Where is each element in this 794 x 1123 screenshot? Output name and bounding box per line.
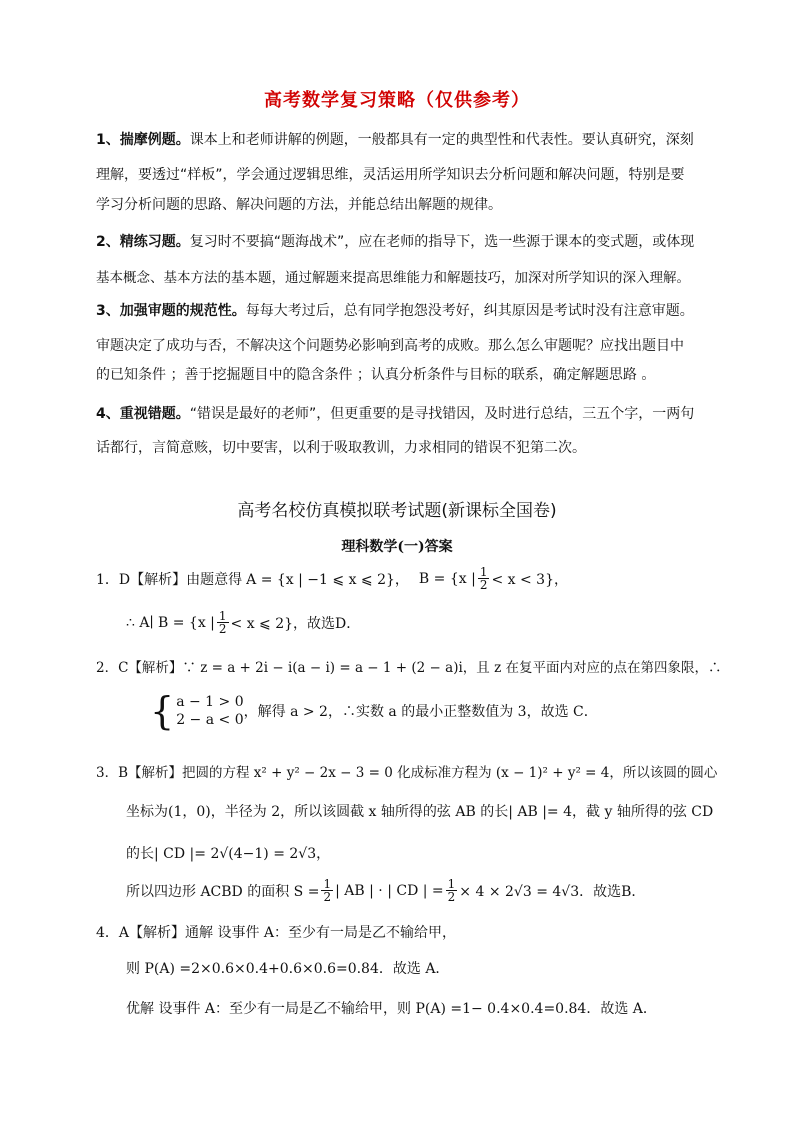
strategy-2-text: 复习时不要搞“题海战术”，应在老师的指导下，选一些源于课本的变式题，或体现 — [189, 234, 695, 250]
strategy-2-heading: 2、精练习题。 — [96, 234, 190, 250]
system-brace: { — [150, 689, 175, 733]
answer-3-area-pre: 所以四边形 ACBD 的面积 S = — [126, 883, 320, 900]
answer-3-line-3: 的长| CD |= 2√(4−1) = 2√3， — [126, 846, 331, 862]
page-title: 高考数学复习策略（仅供参考） — [264, 90, 530, 111]
answer-1-head: 1．D【解析】由题意得 — [96, 571, 243, 588]
fraction-denominator: 2 — [218, 622, 227, 636]
answer-2-system — [176, 693, 243, 729]
answer-2-line-2 — [150, 689, 598, 733]
strategy-4-text: “错误是最好的老师”，但更重要的是寻找错因，及时进行总结，三五个字，一两句 — [189, 406, 695, 422]
answer-3-area-mid: | AB | · | CD | = — [335, 882, 444, 899]
answer-1-result-post: < x ⩽ 2}，故选D． — [230, 615, 361, 632]
fraction-numerator: 1 — [323, 877, 332, 891]
answer-1-result-fraction — [217, 610, 229, 635]
fraction-denominator: 2 — [479, 578, 488, 592]
strategy-3-line-1 — [96, 300, 694, 320]
strategy-3-text: 每每大考过后，总有同学抱怨没考好，纠其原因是考试时没有注意审题。 — [245, 303, 694, 319]
strategy-4-line-1 — [96, 403, 694, 423]
strategy-2-line-1 — [96, 231, 694, 251]
answer-2-conclusion: ，解得 a > 2，∴实数 a 的最小正整数值为 3，故选 C． — [243, 704, 598, 720]
fraction-numerator: 1 — [218, 609, 227, 623]
answer-1-set-b-pre: B = {x | — [418, 570, 476, 587]
answer-3-area-post: × 4 × 2√3 = 4√3．故选B． — [459, 883, 646, 900]
strategy-4-line-2: 话都行，言简意赅，切中要害，以利于吸取教训，力求相同的错误不犯第二次。 — [96, 440, 586, 456]
answer-1-result-pre: ∴ A∣ B = {x | — [126, 614, 215, 631]
exam-title: 高考名校仿真模拟联考试题(新课标全国卷) — [237, 501, 557, 521]
answer-3-line-1: 3．B【解析】把圆的方程 x² + y² − 2x − 3 = 0 化成标准方程为 (x − 1)² + y² = 4，所以该圆的圆心 — [96, 765, 718, 781]
strategy-1-line-2: 理解，要透过“样板”，学会通过逻辑思维，灵活运用所学知识去分析问题和解决问题，特别是要 — [96, 167, 685, 183]
fraction-numerator: 1 — [479, 565, 488, 579]
answer-1-line-2 — [126, 610, 360, 635]
answer-3-line-4 — [126, 878, 645, 903]
strategy-1-heading: 1、揣摩例题。 — [96, 132, 190, 148]
fraction-denominator: 2 — [323, 890, 332, 904]
answer-1-set-b-post: < x < 3}， — [491, 571, 568, 588]
answer-4-line-2: 则 P(A) =2×0.6×0.4+0.6×0.6=0.84．故选 A． — [126, 961, 450, 977]
strategy-3-heading: 3、加强审题的规范性。 — [96, 303, 246, 319]
strategy-1-line-3: 学习分析问题的思路、解决问题的方法，并能总结出解题的规律。 — [96, 197, 502, 213]
answer-1-line-1 — [96, 566, 568, 591]
strategy-3-line-3: 的已知条件 ；善于挖掘题目中的隐含条件 ；认真分析条件与目标的联系，确定解题思路 。 — [96, 367, 656, 383]
strategy-1-text: 课本上和老师讲解的例题，一般都具有一定的典型性和代表性。要认真研究，深刻 — [189, 132, 694, 148]
answer-2-line-1: 2．C【解析】∵ z = a + 2i − i(a − i) = a − 1 + (2 − a)i，且 z 在复平面内对应的点在第四象限，∴ — [96, 660, 722, 676]
answer-4-line-1: 4．A【解析】通解 设事件 A：至少有一局是乙不输给甲， — [96, 925, 457, 941]
strategy-3-line-2: 审题决定了成功与否，不解决这个问题势必影响到高考的成败。那么怎么审题呢？应找出题目中 — [96, 338, 684, 354]
answer-3-fraction-1 — [321, 878, 333, 903]
fraction-denominator: 2 — [447, 890, 456, 904]
answer-4-line-3: 优解 设事件 A：至少有一局是乙不输给甲，则 P(A) =1− 0.4×0.4=0.84．故选 A． — [126, 1001, 657, 1017]
strategy-4-heading: 4、重视错题。 — [96, 406, 190, 422]
answer-title: 理科数学(一)答案 — [341, 539, 453, 555]
fraction-numerator: 1 — [447, 877, 456, 891]
strategy-1-line-1 — [96, 129, 694, 149]
strategy-2-line-2: 基本概念、基本方法的基本题，通过解题来提高思维能力和解题技巧，加深对所学知识的深入理解。 — [96, 270, 690, 286]
answer-1-set-a: A = {x | −1 ⩽ x ⩽ 2}， — [246, 571, 409, 588]
answer-3-line-2: 坐标为(1，0)，半径为 2，所以该圆截 x 轴所得的弦 AB 的长| AB |= 4，截 y 轴所得的弦 CD — [126, 804, 714, 820]
answer-1-fraction — [478, 566, 490, 591]
answer-3-fraction-2 — [446, 878, 458, 903]
system-eq-1: a − 1 > 0 — [176, 694, 244, 710]
system-eq-2: 2 − a < 0 — [176, 712, 244, 728]
